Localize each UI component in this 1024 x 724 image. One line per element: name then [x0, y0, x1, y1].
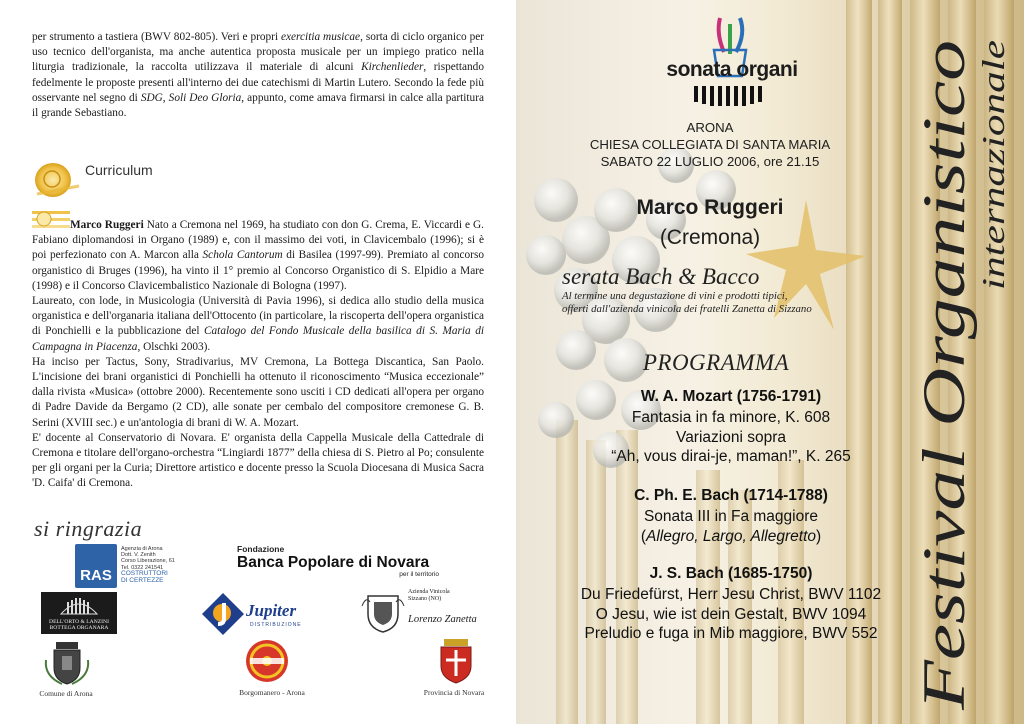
zanetta-info: [408, 589, 488, 603]
thanks-heading: si ringrazia: [34, 516, 143, 541]
festival-sub-text: internazionale: [975, 105, 1011, 290]
festival-main-text: Festival Organistico: [911, 217, 977, 710]
work-item: “Ah, vous dirai-je, maman!”, K. 265: [611, 448, 851, 465]
curriculum-t4: , Olschki 2003).: [137, 340, 211, 353]
curriculum-t2: di Basilea (1997-99). Premiato al concorso organistico di Bruges (1996), ha vinto il 1° premio al Concorso Organistico di S. Elpidio a Mare (1998) e il Concorso Clavicembalistico Nazionale di Bologna (1997).: [32, 249, 484, 292]
comune-caption: Comune di Arona: [39, 689, 93, 698]
artist-origin: (Cremona): [659, 226, 761, 249]
zanetta-sponsor-logo: [360, 588, 500, 636]
ras-info-line: Tel. 0322 241541: [121, 564, 164, 571]
curriculum-em-2: Catalogo del Fondo Musicale della basilica di S. Maria di Campagna in Piacenza: [32, 325, 485, 353]
jupiter-sponsor-logo: [200, 591, 310, 637]
composer-js-bach: J. S. Bach (1685-1750): [649, 565, 813, 582]
rotaract-wheel-icon: [244, 638, 290, 684]
venue-church: CHIESA COLLEGIATA DI SANTA MARIA: [589, 137, 831, 152]
bpn-prefix: Fondazione: [237, 544, 285, 554]
curriculum-emblem-icon: [33, 156, 81, 200]
intro-text-1: per strumento a tastiera (BWV 802-805). Veri e propri: [32, 31, 282, 43]
comune-crest-icon: [40, 640, 96, 686]
venue-date: SABATO 22 LUGLIO 2006, ore 21.15: [600, 154, 820, 169]
jupiter-wordmark: Jupiter: [246, 601, 297, 620]
intro-text-mid: ,: [162, 91, 169, 104]
zanetta-crest-icon: [360, 588, 406, 634]
curriculum-em-1: Schola Cantorum: [202, 249, 283, 262]
provincia-crest-icon: [436, 638, 476, 684]
intro-text-3: , rispettando fedelmente le proposte presenti all'interno dei due catechismi di Martin Lutero. Secondo la fede più osservante nel segno di: [32, 61, 484, 104]
works-cpe-bach: [536, 507, 926, 546]
ras-logo-box: RAS: [75, 544, 117, 588]
work-item: O Jesu, wie ist dein Gestalt, BWV 1094: [595, 605, 867, 623]
intro-text-4: , appunto, come amava firmarsi in calce alla partitura il grande Sebastiano.: [32, 91, 484, 120]
dellorto-sponsor-logo: [41, 592, 117, 634]
serata-note-line: Al termine una degustazione di vini e prodotti tipici,: [562, 290, 788, 302]
ras-agency-info: [121, 546, 181, 571]
festival-vertical-title: [908, 20, 1024, 720]
work-item: Preludio e fuga in Mib maggiore, BWV 552: [584, 625, 878, 642]
curriculum-t1: Nato a Cremona nel 1969, ha studiato con don G. Crema, E. Viccardi e G. Fabiano diplomandosi in Organo (1989) e, con il massimo dei voti, in Clavicembalo (1996); si è poi perfezionato con A. Marcon alla: [32, 219, 484, 262]
bpn-sponsor-logo: [237, 544, 447, 580]
venue-info: [560, 119, 860, 170]
zanetta-name: Lorenzo Zanetta: [408, 614, 477, 625]
sonata-organi-logo: [636, 14, 828, 110]
tempo-markings: Allegro, Largo, Allegretto: [645, 527, 817, 545]
curriculum-t3: Laureato, con lode, in Musicologia (Università di Pavia 1996), si dedica allo studio della musica organistica e dell'organaria italiana dell'Ottocento (in particolare, la riscoperta dell'opera organistica di Ponchielli e la pubblicazione del: [32, 295, 484, 338]
work-item: Sonata III in Fa maggiore: [643, 508, 819, 525]
intro-em-2: Kirchenlieder: [361, 61, 424, 74]
rotaract-logo: [232, 638, 312, 700]
dellorto-line: BOTTEGA ORGANARA: [49, 624, 109, 631]
venue-city: ARONA: [686, 120, 734, 135]
zanetta-info-line: Sizzano (NO): [408, 596, 442, 602]
composer-mozart: W. A. Mozart (1756-1791): [640, 388, 822, 405]
works-mozart: [536, 408, 926, 467]
ras-tagline: [121, 570, 191, 584]
dellorto-name: [41, 619, 117, 631]
program-title: PROGRAMMA: [642, 350, 790, 375]
artist-name: Marco Ruggeri: [636, 196, 784, 219]
work-item: Fantasia in fa minore, K. 608: [631, 409, 831, 426]
ras-info-line: Corso Liberazione, 61: [121, 558, 175, 565]
logo-wordmark: sonata organi: [666, 58, 798, 81]
curriculum-name: Marco Ruggeri: [70, 219, 144, 231]
intro-paragraph: [32, 30, 484, 121]
serata-note-line: offerti dall'azienda vinicola dei fratelli Zanetta di Sizzano: [562, 303, 812, 315]
dellorto-line: DELL'ORTO & LANZINI: [49, 618, 109, 625]
zanetta-info-line: Azienda Vinicola: [408, 589, 450, 595]
intro-em-1: exercitia musicae: [281, 31, 361, 43]
rotaract-caption: Borgomanero - Arona: [239, 688, 305, 697]
intro-text-2: , sorta di ciclo organico per uso tecnico dell'organista, ma anche autentica proposta musicale per un impiego pratico nella liturgia tradizionale, la raccolta utilizzava il materiale di alcuni: [32, 31, 485, 74]
ras-tag-line: COSTRUTTORI: [121, 570, 168, 577]
intro-em-3: SDG: [140, 91, 163, 104]
provincia-caption: Provincia di Novara: [423, 688, 485, 697]
works-js-bach: [536, 585, 926, 644]
comune-arona-logo: [38, 640, 98, 702]
ras-info-line: Agenzia di Arona: [121, 546, 163, 552]
curriculum-heading: [33, 152, 233, 202]
intro-em-4: Soli Deo Gloria: [168, 91, 242, 104]
provincia-novara-logo: [420, 638, 490, 700]
curriculum-text: [32, 218, 484, 492]
composer-cpe-bach: C. Ph. E. Bach (1714-1788): [634, 487, 828, 504]
curriculum-title: Curriculum: [85, 162, 153, 178]
curriculum-t6: E' docente al Conservatorio di Novara. E' organista della Cappella Musicale della Cattedrale di Cremona e titolare dell'organo-orchestra “Lingiardi 1877” della chiesa di S. Pietro al Po; consulente per gli organi per la Curia; Direttore artistico e docente presso la Scuola Diocesana di Musica Sacra 'D. Caifa' di Cremona.: [32, 431, 484, 490]
bpn-name: Banca Popolare di Novara: [237, 554, 430, 571]
curriculum-t5: Ha inciso per Tactus, Sony, Stradivarius, MV Cremona, La Bottega Discantica, San Paolo. L'incisione dei brani organistici di Ponchielli ha ottenuto il riconoscimento “Musica eccezionale” dalla rivista «Musica» (ottobre 2000). Recentemente sono usciti i CD dedicati all'opera per organo di Padre Davide da Bergamo (2 CD), alle sonate per cembalo del compositore cremonese G. B. Serini (XVIII sec.) e un'antologia di brani di W. A. Mozart.: [32, 355, 484, 429]
jupiter-subtitle: DISTRIBUZIONE: [250, 622, 302, 628]
jupiter-diamond-icon: [200, 591, 246, 637]
tempo-paren: (: [640, 527, 646, 545]
ras-tag-line: DI CERTEZZE: [121, 577, 164, 584]
serata-note: [562, 290, 852, 316]
ras-info-line: Dott. V. Zenith: [121, 552, 156, 559]
organ-pipes-icon: [41, 592, 117, 620]
bpn-subtitle: per il territorio: [399, 571, 439, 578]
work-item: Variazioni sopra: [676, 428, 786, 446]
work-tempo: [536, 527, 926, 547]
ras-sponsor-logo: [75, 544, 175, 590]
work-item: Du Friedefürst, Herr Jesu Christ, BWV 1102: [580, 586, 882, 603]
tempo-paren: ): [816, 527, 822, 545]
serata-title: serata Bach & Bacco: [562, 264, 760, 289]
